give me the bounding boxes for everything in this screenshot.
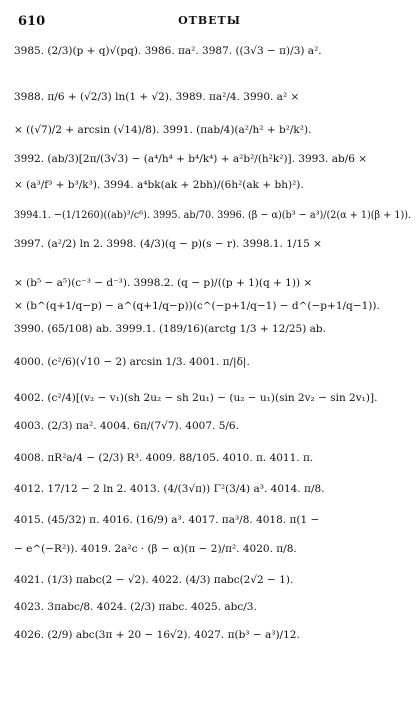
answer-line: 4012. 17/12 − 2 ln 2. 4013. (4/(3√π)) Γ²(3/4) a³. 4014. π/8.: [14, 483, 325, 495]
answer-line: 4002. (c²/4)[(v₂ − v₁)(sh 2u₂ − sh 2u₁) − (u₂ − u₁)(sin 2v₂ − sin 2v₁)].: [14, 392, 378, 404]
answer-line: 4026. (2/9) abc(3π + 20 − 16√2). 4027. π(b³ − a³)/12.: [14, 629, 300, 641]
answer-line: 4000. (c²/6)(√10 − 2) arcsin 1/3. 4001. π/|δ|.: [14, 356, 250, 368]
answer-line: × (b⁵ − a⁵)(c⁻³ − d⁻³). 3998.2. (q − p)/((p + 1)(q + 1)) ×: [14, 277, 313, 289]
answer-line: 3990. (65/108) ab. 3999.1. (189/16)(arctg 1/3 + 12/25) ab.: [14, 323, 326, 335]
answer-line: 4021. (1/3) πabc(2 − √2). 4022. (4/3) πabc(2√2 − 1).: [14, 574, 294, 586]
answer-line: 3997. (a²/2) ln 2. 3998. (4/3)(q − p)(s − r). 3998.1. 1/15 ×: [14, 238, 322, 250]
answer-line: 3992. (ab/3)[2π/(3√3) − (a⁴/h⁴ + b⁴/k⁴) + a²b²/(h²k²)]. 3993. ab/6 ×: [14, 153, 368, 165]
answer-line: − e^(−R²)). 4019. 2a²c · (β − α)(π − 2)/π². 4020. π/8.: [14, 543, 297, 555]
answer-line: × ((√7)/2 + arcsin (√14)/8). 3991. (πab/4)(a²/h² + b²/k²).: [14, 124, 312, 136]
page-number: 610: [18, 14, 46, 29]
answer-line: 4008. πR²a/4 − (2/3) R³. 4009. 88/105. 4010. π. 4011. π.: [14, 452, 314, 464]
answer-line: 3994.1. −(1/1260)((ab)³/c⁶). 3995. ab/70. 3996. (β − α)(b³ − a³)/(2(α + 1)(β + 1)).: [14, 209, 412, 221]
page-header: [18, 14, 401, 32]
answer-line: 3985. (2/3)(p + q)√(pq). 3986. πa². 3987. ((3√3 − π)/3) a².: [14, 45, 322, 57]
answer-line: × (a³/f³ + b³/k³). 3994. a⁴bk(ak + 2bh)/(6h²(ak + bh)²).: [14, 179, 304, 191]
answer-line: × (b^(q+1/q−p) − a^(q+1/q−p))(c^(−p+1/q−1) − d^(−p+1/q−1)).: [14, 300, 380, 312]
answer-line: 3988. π/6 + (√2/3) ln(1 + √2). 3989. πa²/4. 3990. a² ×: [14, 91, 300, 103]
answer-line: 4015. (45/32) π. 4016. (16/9) a³. 4017. πa³/8. 4018. π(1 −: [14, 514, 320, 526]
answer-line: 4023. 3πabc/8. 4024. (2/3) πabc. 4025. abc/3.: [14, 601, 257, 613]
answer-line: 4003. (2/3) πa². 4004. 6π/(7√7). 4007. 5/6.: [14, 420, 239, 432]
page-title: ОТВЕТЫ: [178, 14, 241, 27]
